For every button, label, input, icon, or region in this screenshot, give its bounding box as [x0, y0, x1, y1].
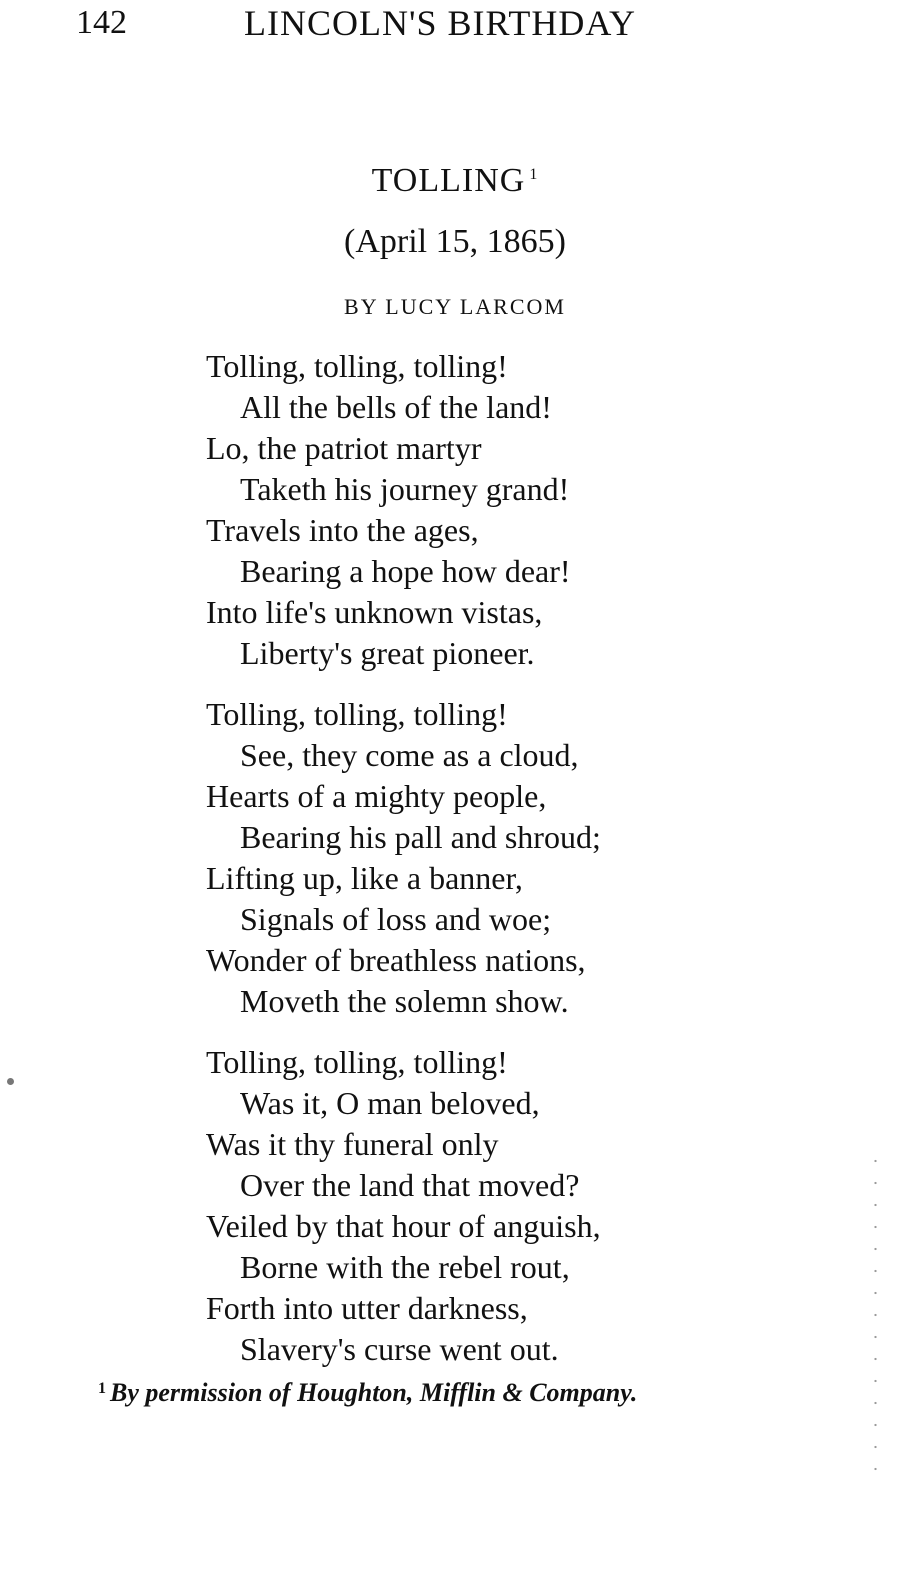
poem-line: All the bells of the land! — [240, 389, 552, 425]
poem-line: Was it thy funeral only — [206, 1126, 499, 1162]
scan-edge-marks — [874, 1150, 877, 1480]
page-number: 142 — [76, 4, 127, 41]
poem-line: Hearts of a mighty people, — [206, 778, 547, 814]
poem-line: Was it, O man beloved, — [240, 1085, 540, 1121]
poem-line: Bearing his pall and shroud; — [240, 819, 601, 855]
scan-speck — [7, 1078, 14, 1085]
poem-line: Slavery's curse went out. — [240, 1331, 559, 1367]
poem-line: Signals of loss and woe; — [240, 901, 552, 937]
poem-line: Tolling, tolling, tolling! — [206, 1044, 508, 1080]
poem-line: Into life's unknown vistas, — [206, 594, 543, 630]
poem-line: Travels into the ages, — [206, 512, 479, 548]
poem-date: (April 15, 1865) — [344, 223, 566, 260]
poem-line: Borne with the rebel rout, — [240, 1249, 570, 1285]
footnote-marker: 1 — [98, 1380, 106, 1397]
poem-line: Wonder of breathless nations, — [206, 942, 586, 978]
running-header-title: LINCOLN'S BIRTHDAY — [244, 3, 637, 43]
poem-line: Tolling, tolling, tolling! — [206, 348, 508, 384]
poem-line: Bearing a hope how dear! — [240, 553, 571, 589]
poem-line: Liberty's great pioneer. — [240, 635, 535, 671]
footnote — [98, 1378, 637, 1408]
poem-line: Moveth the solemn show. — [240, 983, 569, 1019]
poem-byline: BY LUCY LARCOM — [344, 294, 566, 319]
poem-line: Veiled by that hour of anguish, — [206, 1208, 601, 1244]
poem-line: Taketh his journey grand! — [240, 471, 570, 507]
poem-line: See, they come as a cloud, — [240, 737, 579, 773]
stanza-1 — [206, 346, 826, 674]
poem-line: Tolling, tolling, tolling! — [206, 696, 508, 732]
footnote-text: By permission of Houghton, Mifflin & Company. — [110, 1378, 638, 1407]
poem-line: Over the land that moved? — [240, 1167, 580, 1203]
poem-title-text: TOLLING — [371, 162, 526, 199]
poem-line: Lifting up, like a banner, — [206, 860, 523, 896]
poem-title — [0, 162, 900, 200]
poem-line: Forth into utter darkness, — [206, 1290, 528, 1326]
stanza-2 — [206, 694, 826, 1022]
poem-line: Lo, the patriot martyr — [206, 430, 482, 466]
stanza-3 — [206, 1042, 826, 1370]
footnote-reference: 1 — [529, 166, 539, 183]
